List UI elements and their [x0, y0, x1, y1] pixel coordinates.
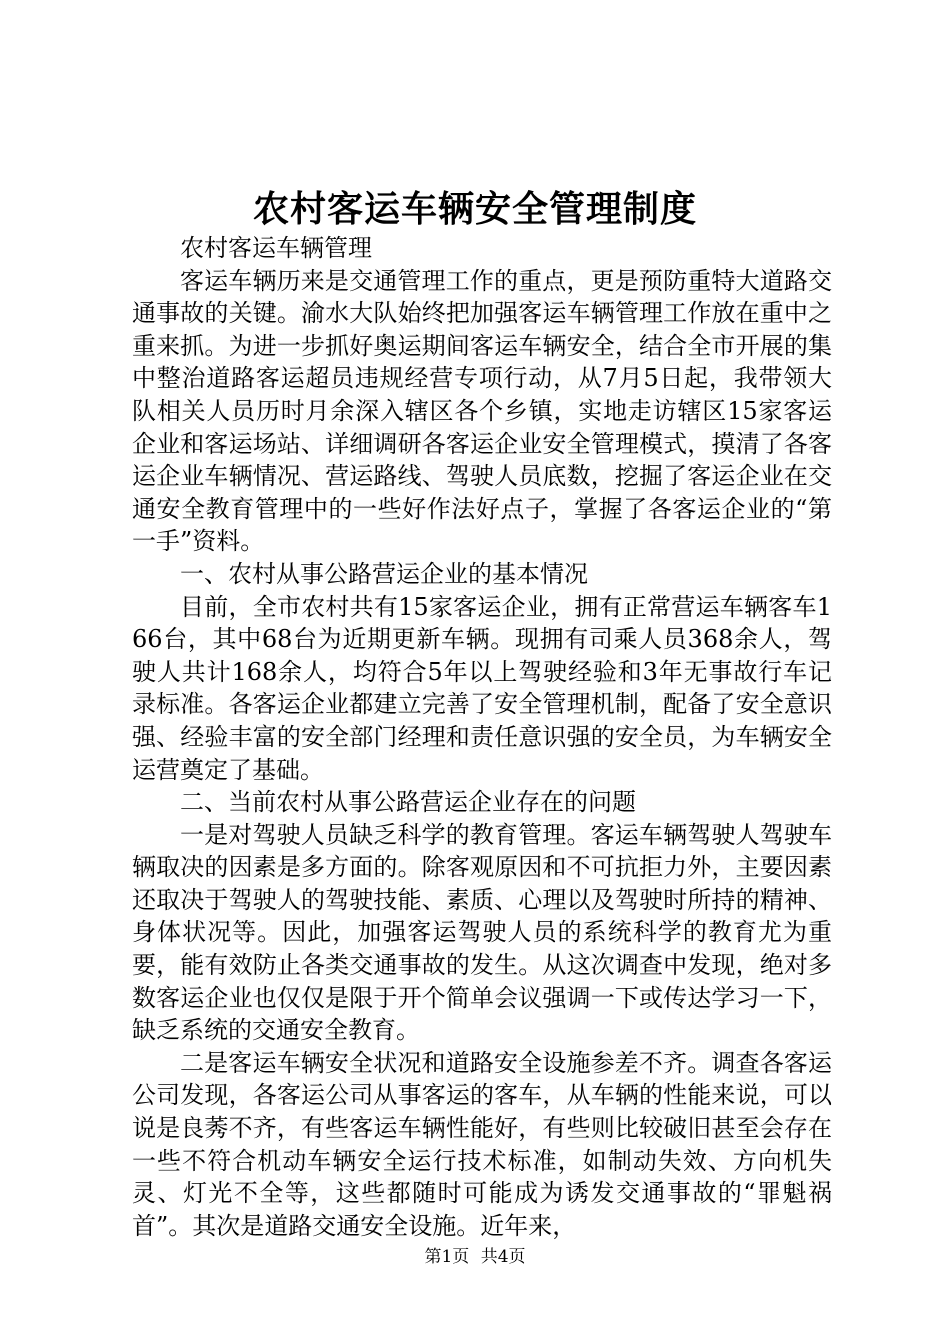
section-heading-2: 二、当前农村从事公路营运企业存在的问题: [180, 788, 636, 817]
page-number: 第1页: [424, 1247, 470, 1267]
document-title: 农村客运车辆安全管理制度: [252, 188, 697, 230]
paragraph-intro: 客运车辆历来是交通管理工作的重点，更是预防重特大道路交通事故的关键。渝水大队始终把加强客运车辆管理工作放在重中之重来抓。为进一步抓好奥运期间客运车辆安全，结合全市开展的集中整治道路客运超员违规经营专项行动，从7月5日起，我带领大队相关人员历时月余深入辖区各个乡镇，实地走访辖区15家客运企业和客运场站、详细调研各客运企业安全管理模式，摸清了各客运企业车辆情况、营运路线、驾驶人员底数，挖掘了客运企业在交通安全教育管理中的一些好作法好点子，掌握了各客运企业的“第一手”资料。: [132, 266, 832, 556]
paragraph-basic-situation: 目前，全市农村共有15家客运企业，拥有正常营运车辆客车166台，其中68台为近期更新车辆。现拥有司乘人员368余人，驾驶人共计168余人，均符合5年以上驾驶经验和3年无事故行车记录标准。各客运企业都建立完善了安全管理机制，配备了安全意识强、经验丰富的安全部门经理和责任意识强的安全员，为车辆安全运营奠定了基础。: [132, 592, 832, 784]
paragraph-problem-2: 二是客运车辆安全状况和道路安全设施参差不齐。调查各客运公司发现，各客运公司从事客运的客车，从车辆的性能来说，可以说是良莠不齐，有些客运车辆性能好，有些则比较破旧甚至会存在一些不符合机动车辆安全运行技术标准，如制动失效、方向机失灵、灯光不全等，这些都随时可能成为诱发交通事故的“罪魁祸首”。其次是道路交通安全设施。近年来，: [132, 1048, 832, 1240]
paragraph-subtitle: 农村客运车辆管理: [180, 234, 372, 262]
section-heading-1: 一、农村从事公路营运企业的基本情况: [180, 559, 588, 588]
paragraph-problem-1: 一是对驾驶人员缺乏科学的教育管理。客运车辆驾驶人驾驶车辆取决的因素是多方面的。除客观原因和不可抗拒力外，主要因素还取决于驾驶人的驾驶技能、素质、心理以及驾驶时所持的精神、身体状况等。因此，加强客运驾驶人员的系统科学的教育尤为重要，能有效防止各类交通事故的发生。从这次调查中发现，绝对多数客运企业也仅仅是限于开个简单会议强调一下或传达学习一下，缺乏系统的交通安全教育。: [132, 820, 832, 1045]
page-footer: [0, 1245, 950, 1269]
page-total: 共4页: [480, 1247, 526, 1267]
document-body: [132, 232, 832, 1242]
